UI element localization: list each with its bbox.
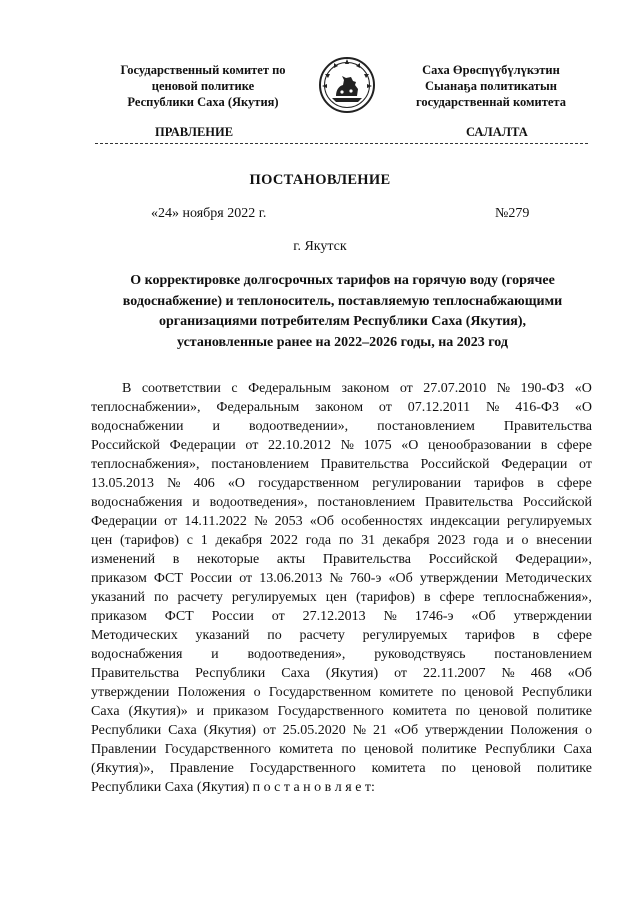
document-body [91, 379, 592, 797]
body-word: особенностях [341, 514, 423, 529]
body-word: Российской [91, 438, 160, 453]
body-word: в [532, 628, 540, 643]
issuer-name-line: Государственный комитет по [120, 63, 286, 77]
body-word: 416-ФЗ [515, 400, 559, 415]
body-word: (Якутия)» [128, 704, 188, 719]
body-word: теплоснабжения», [91, 457, 200, 472]
body-word: 406 [193, 476, 215, 491]
body-word: о [584, 723, 592, 738]
body-word: по [441, 761, 456, 776]
body-word: и [211, 647, 219, 662]
issuer-name-yakut [386, 62, 596, 110]
body-word: 13.05.2013 [91, 476, 154, 491]
body-word: сфере [439, 590, 475, 605]
body-word: в [172, 552, 180, 567]
body-word: и [212, 419, 220, 434]
issuer-name-russian [98, 62, 308, 110]
body-word: Республики [484, 742, 556, 757]
body-word: № [501, 666, 515, 681]
body-word: от [394, 666, 408, 681]
body-word: по [441, 685, 457, 700]
body-word: водоотведения», [247, 647, 346, 662]
body-word: ценовой [464, 685, 514, 700]
body-word: 1 [200, 533, 208, 548]
body-word: Саха [281, 666, 310, 681]
body-word: тарифов [465, 628, 515, 643]
coat-of-arms-emblem [318, 56, 376, 114]
body-word: от [271, 609, 285, 624]
issuer-name-line: ценовой политике [151, 79, 255, 93]
body-word: приказом [212, 704, 269, 719]
body-word: государственном [258, 476, 360, 491]
body-word: Государственного [164, 742, 271, 757]
body-word: водоснабжения [91, 495, 183, 510]
body-word: «О [574, 400, 592, 415]
body-word: акты [276, 552, 306, 567]
body-word: изменений [91, 552, 156, 567]
body-word: регулируемых [231, 590, 317, 605]
body-word: «О [401, 438, 419, 453]
body-word: «О [227, 476, 245, 491]
body-word: от [164, 514, 178, 529]
document-number: №279 [495, 206, 530, 221]
body-word: Российской [522, 495, 592, 510]
body-line [91, 759, 592, 778]
body-word: 2023 [437, 533, 466, 548]
body-word: Саха [91, 704, 120, 719]
body-word: ценообразовании [428, 438, 532, 453]
body-word: индексации [429, 514, 500, 529]
body-word: сфере [557, 476, 592, 491]
body-word: Правительства [320, 457, 409, 472]
body-word: политике [421, 742, 477, 757]
body-word: политике [536, 761, 592, 776]
body-word: России [189, 571, 233, 586]
body-word: (Якутия) [325, 666, 379, 681]
body-word: внесении [536, 533, 592, 548]
body-word: утверждении [91, 685, 170, 700]
body-word: с [186, 533, 193, 548]
body-word: ценовой [471, 761, 522, 776]
issuer-name-line: Республики Саха (Якутия) [127, 95, 279, 109]
body-word: № [329, 571, 343, 586]
body-word: по [267, 628, 282, 643]
body-word: в [540, 438, 548, 453]
body-word: Правительства [91, 666, 180, 681]
body-word: № [486, 400, 500, 415]
body-word: комитета [392, 704, 447, 719]
body-word: водоснабжении [91, 419, 184, 434]
body-word: Федеральным [248, 381, 331, 396]
body-word: Правительства [503, 419, 592, 434]
body-word: Методических [91, 628, 178, 643]
body-word: водоотведения», [209, 495, 308, 510]
body-word: Правление [169, 761, 234, 776]
body-word: 25.05.2020 [282, 723, 346, 738]
body-word: 2053 [274, 514, 303, 529]
document-city: г. Якутск [293, 239, 347, 254]
body-word: (Якутия)», [91, 761, 154, 776]
body-word: 31 [361, 533, 376, 548]
body-word: Республики [91, 723, 162, 738]
body-word: (тарифов) [119, 533, 179, 548]
body-word: постановлением [211, 457, 309, 472]
body-word: (тарифов) [355, 590, 415, 605]
body-line [91, 550, 592, 569]
document-title: ПОСТАНОВЛЕНИЕ [249, 172, 391, 188]
body-word: России [211, 609, 254, 624]
body-word: № [254, 514, 268, 529]
body-word: Правительства [425, 495, 514, 510]
body-word: Федерации [501, 457, 568, 472]
body-word: Республики Саха (Якутия) п о с т а н о в л я е т: [91, 780, 375, 795]
body-word: и [506, 533, 514, 548]
body-word: Республики [521, 685, 592, 700]
body-word: 27.07.2010 [423, 381, 487, 396]
subject-line: установленные ранее на 2022–2026 годы, на 2023 год [177, 334, 508, 350]
body-word: по [154, 590, 169, 605]
body-word: Федерации», [515, 552, 592, 567]
body-word: в [423, 590, 431, 605]
body-word: Федерации [91, 514, 158, 529]
body-word: Российской [420, 457, 490, 472]
document-date: «24» ноября 2022 г. [151, 206, 267, 221]
body-word: 468 [530, 666, 552, 681]
body-word: теплоснабжении», [91, 400, 201, 415]
body-word: Положения [177, 685, 246, 700]
body-word: Правлении [91, 742, 157, 757]
body-word: утверждении [513, 609, 592, 624]
body-word: № [167, 476, 181, 491]
body-line [91, 702, 592, 721]
body-word: 190-ФЗ [520, 381, 565, 396]
subject-line: О корректировке долгосрочных тарифов на горячую воду (горячее [130, 273, 555, 288]
header-divider [95, 143, 588, 144]
body-line [91, 569, 592, 588]
body-word: сфере [557, 628, 592, 643]
body-word: «Об [309, 514, 334, 529]
body-word: по [338, 533, 354, 548]
body-word: ФСТ [164, 609, 194, 624]
body-word: Государственного [249, 761, 356, 776]
body-word: расчету [299, 628, 345, 643]
body-word: законом [341, 381, 390, 396]
body-word: руководствуясь [374, 647, 466, 662]
subject-line: водоснабжение) и теплоноситель, поставляемую теплоснабжающими [122, 293, 563, 309]
body-word: теплоснабжения», [483, 590, 592, 605]
body-word: «О [574, 381, 592, 396]
body-word: декабря [215, 533, 263, 548]
body-word: утверждении [425, 723, 504, 738]
body-word: 1746-э [414, 609, 454, 624]
body-word: 07.12.2011 [407, 400, 471, 415]
body-word: 22.11.2007 [422, 666, 486, 681]
body-line [91, 740, 592, 759]
body-word: постановлением [494, 647, 592, 662]
body-line [91, 683, 592, 702]
body-word: постановлением [317, 495, 416, 510]
body-line [91, 588, 592, 607]
body-line [91, 417, 592, 436]
body-word: Федерации [169, 438, 236, 453]
body-word: цен [91, 533, 113, 548]
body-word: регулировании [372, 476, 462, 491]
body-word: комитета [279, 742, 334, 757]
body-word: о [521, 533, 529, 548]
body-word: указаний [91, 590, 146, 605]
body-word: Положения [510, 723, 579, 738]
body-word: политике [536, 704, 592, 719]
body-word: Саха [563, 742, 592, 757]
body-word: «Об [393, 723, 419, 738]
body-word: 14.11.2022 [184, 514, 247, 529]
body-word: от [579, 457, 592, 472]
body-word: ценовой [364, 742, 414, 757]
document-subject [110, 271, 575, 353]
body-line [91, 721, 592, 740]
body-line [91, 645, 592, 664]
body-word: «Об [388, 571, 413, 586]
body-word: от [239, 571, 253, 586]
body-word: законом [315, 400, 364, 415]
body-word: утверждении [419, 571, 499, 586]
body-word: № [340, 438, 354, 453]
body-word: Государственного [277, 704, 384, 719]
body-line [91, 626, 592, 645]
body-word: 2022 [269, 533, 298, 548]
body-word: приказом [91, 571, 147, 586]
body-word: соответствии [141, 381, 221, 396]
body-word: от [399, 381, 413, 396]
body-word: № [352, 723, 367, 738]
body-word: года [305, 533, 332, 548]
body-word: водоснабжения [91, 647, 183, 662]
body-line [91, 398, 592, 417]
body-line [91, 436, 592, 455]
body-word: регулируемых [507, 514, 592, 529]
body-word: года [473, 533, 499, 548]
body-word: Саха [168, 723, 197, 738]
body-word: 13.06.2013 [259, 571, 323, 586]
body-word: 27.12.2013 [302, 609, 366, 624]
body-line [91, 531, 592, 550]
body-line [91, 607, 592, 626]
body-word: по [455, 704, 470, 719]
body-word: В [122, 381, 132, 396]
body-word: Правительства [322, 552, 411, 567]
body-word: от [378, 400, 392, 415]
body-word: и [196, 704, 205, 719]
body-word: ФСТ [153, 571, 183, 586]
body-word: и [192, 495, 200, 510]
body-word: «Об [567, 666, 592, 681]
body-word: декабря [382, 533, 430, 548]
body-word: ценовой [478, 704, 529, 719]
body-word: 21 [372, 723, 387, 738]
body-line [91, 664, 592, 683]
body-line [91, 379, 592, 398]
body-word: приказом [91, 609, 147, 624]
body-word: (Якутия) [203, 723, 256, 738]
body-word: № [496, 381, 511, 396]
body-word: от [245, 438, 259, 453]
body-word: Методических [505, 571, 592, 586]
body-word: регулируемых [362, 628, 448, 643]
subject-line: организациями потребителям Республики Саха (Якутия), [158, 314, 527, 329]
body-line [91, 455, 592, 474]
department-label-russian: ПРАВЛЕНИЕ [155, 125, 234, 139]
body-word: 1075 [363, 438, 392, 453]
body-word: постановлением [377, 419, 475, 434]
body-line [91, 493, 592, 512]
issuer-name-line: Саха Өрөспүүбүлүкэтин [422, 63, 560, 77]
body-word: в [537, 476, 544, 491]
body-word: Республики [195, 666, 266, 681]
body-word: о [253, 685, 261, 700]
body-line [91, 474, 592, 493]
body-word: 760-э [349, 571, 382, 586]
issuer-name-line: Сыанаҕа политикатын [425, 79, 557, 93]
body-word: комитета [371, 761, 426, 776]
body-word: водоотведении», [249, 419, 349, 434]
body-word: «Об [471, 609, 496, 624]
body-word: Российской [428, 552, 498, 567]
body-word: Государственном [268, 685, 372, 700]
body-word: № [383, 609, 397, 624]
body-word: Федеральным [216, 400, 300, 415]
body-word: цен [325, 590, 347, 605]
body-word: 22.10.2012 [267, 438, 331, 453]
body-word: с [231, 381, 238, 396]
body-word: расчету [177, 590, 223, 605]
body-line [91, 512, 592, 531]
issuer-name-line: государственнай комитета [416, 95, 566, 109]
body-word: указаний [195, 628, 250, 643]
body-word: сфере [557, 438, 592, 453]
body-word: тарифов [474, 476, 525, 491]
body-word: некоторые [197, 552, 260, 567]
body-word: от [262, 723, 276, 738]
body-line [91, 778, 592, 797]
department-label-yakut: САЛАЛТА [466, 125, 528, 139]
body-word: комитете [379, 685, 434, 700]
body-word: по [341, 742, 356, 757]
